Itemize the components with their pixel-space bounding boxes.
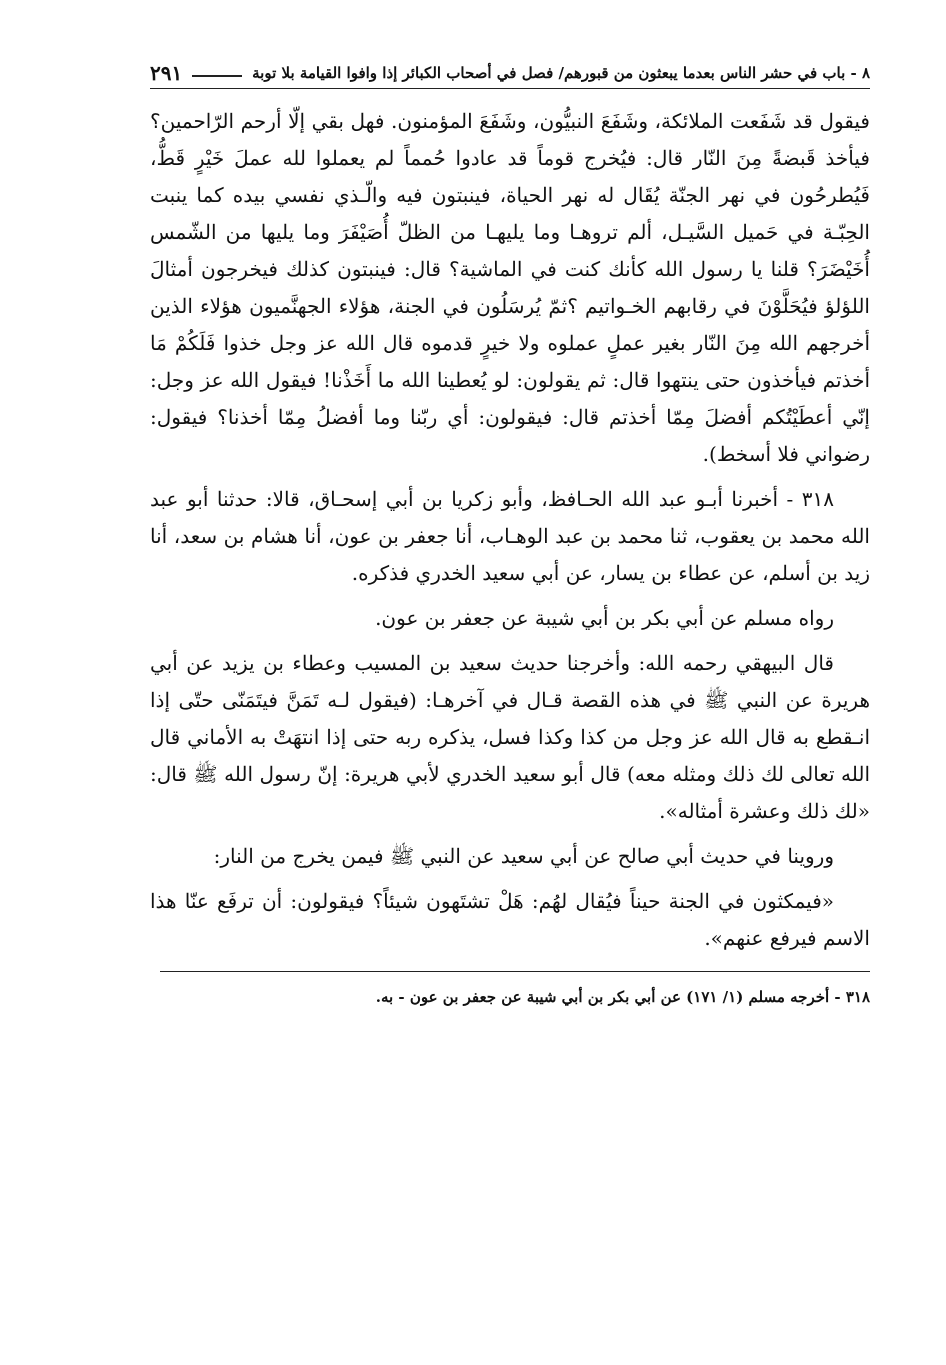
paragraph-muslim-narration: رواه مسلم عن أبي بكر بن أبي شيبة عن جعفر بن عون. [375, 606, 834, 630]
paragraph-abu-salih-narration: وروينا في حديث أبي صالح عن أبي سعيد عن النبي ﷺ فيمن يخرج من النار: [213, 844, 834, 868]
footnote-divider [160, 971, 870, 972]
footnote: ٣١٨ - أخرجه مسلم (١/ ١٧١) عن أبي بكر بن أبي شيبة عن جعفر بن عون - به. [375, 988, 870, 1006]
paragraph-bayhaqi-comment: قال البيهقي رحمه الله: وأخرجنا حديث سعيد بن المسيب وعطاء بن يزيد عن أبي هريرة عن النبي ﷺ في هذه القصة قـال في آخرهـا: (فيقول لـه تَمَنَّ فيتَمَنّى حتّى إذا انـقطع به قال الله عز وجل من كذا وكذا فسل، يذكره ربه حتى إذا انتهَتْ به الأماني قال الله تعالى لك ذلك ومثله معه) قال أبو سعيد الخدري لأبي هريرة: إنّ رسول الله ﷺ قال: «لك ذلك وعشرة أمثاله». [150, 651, 870, 823]
running-header [150, 62, 870, 89]
paragraph-hadith-continuation: فيقول قد شَفَعت الملائكة، وشَفَعَ النبيُّون، وشَفَعَ المؤمنون. فهل بقي إلّا أرحم الرّاحمين؟ فيأخذ قَبضةً مِنَ النّار قال: فيُخرج قوماً قد عادوا حُمماً لم يعملوا لله عملَ خَيْرٍ قَطُّ، فَيُطرحُون في نهر الجنّة يُقَال له نهر الحياة، فينبتون فيه والّـذي نفسي بيده كما ينبت الحِبّـة في حَميل السَّيـل، ألم تروهـا وما يليهـا من الظلّ أُصَيْفَرَ وما يليها من الشّمس أُخَيْضَرَ؟ قلنا يا رسول الله كأنك كنت في الماشية؟ قال: فينبتون كذلك فيخرجون أمثالَ اللؤلؤ فيُحَلَّوْنَ في رقابهم الخـواتيم ؟ثمّ يُرسَلُون في الجنة، هؤلاء الجهنَّميون هؤلاء الذين أخرجهم الله مِنَ النّار بغير عملٍ عملوه ولا خيرٍ قدموه قال الله عز وجل خذوا فَلَكُمْ مَا أخذتم فيأخذون حتى ينتهوا قال: ثم يقولون: لو يُعطينا الله ما أَخَذْنا! فيقول الله عز وجل: إنّي أعطَيْتُكم أفضلَ مِمّا أخذتم قال: فيقولون: أي ربّنا وما أفضلُ مِمّا أخذنا؟ فيقول: رضواني فلا أسخط). [150, 109, 870, 466]
paragraph-hadith-318: ٣١٨ - أخبرنا أبـو عبد الله الحـافظ، وأبو زكريا بن أبي إسحـاق، قالا: حدثنا أبو عبد الله محمد بن يعقوب، ثنا محمد بن عبد الوهـاب، أنا جعفر بن عون، أنا هشام بن سعد، أنا زيد بن أسلم، عن عطاء بن يسار، عن أبي سعيد الخدري فذكره. [150, 487, 870, 585]
paragraph-quote: «فيمكثون في الجنة حيناً فيُقال لهُم: هَلْ تشتَهون شيئاً؟ فيقولون: أن ترفَع عنّا هذا الاسم فيرفع عنهم». [150, 889, 870, 950]
page-number: ٢٩١ [150, 61, 183, 85]
book-page [150, 62, 870, 1010]
main-text [150, 103, 870, 957]
chapter-title: ٨ - باب في حشر الناس بعدما يبعثون من قبورهم/ فصل في أصحاب الكبائر إذا وافوا القيامة بلا توبة [252, 64, 870, 82]
header-rule [192, 75, 242, 77]
